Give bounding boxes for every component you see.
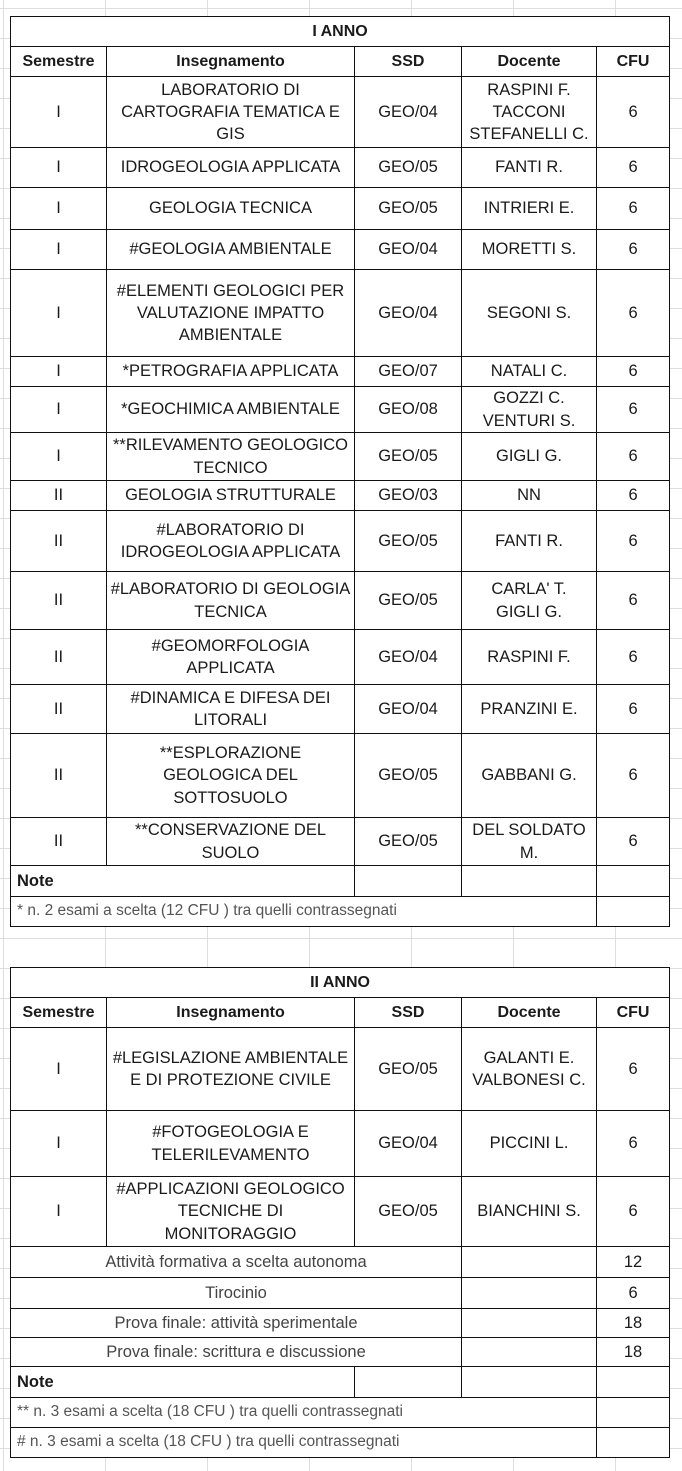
teacher-cell bbox=[462, 1028, 597, 1111]
course-cell: *GEOCHIMICA AMBIENTALE bbox=[107, 387, 355, 433]
note-row bbox=[11, 1398, 670, 1428]
teacher-name: VENTURI S. bbox=[482, 411, 576, 430]
extra-empty-cell bbox=[462, 1247, 597, 1278]
extra-activity-label: Tirocinio bbox=[11, 1278, 462, 1309]
teacher-cell bbox=[462, 481, 597, 511]
ssd-cell: GEO/05 bbox=[355, 1028, 462, 1111]
notes-header-row bbox=[11, 866, 670, 897]
teacher-name: STEFANELLI C. bbox=[469, 125, 589, 144]
semester-cell: I bbox=[11, 148, 107, 188]
notes-empty-cell bbox=[355, 866, 462, 897]
notes-empty-cell bbox=[355, 1367, 462, 1398]
teacher-cell bbox=[462, 818, 597, 866]
extra-cfu-cell: 6 bbox=[597, 1278, 670, 1309]
teacher-cell bbox=[462, 734, 597, 818]
teacher-name: TACCONI bbox=[492, 102, 566, 121]
table-row bbox=[11, 1177, 670, 1247]
column-header-cfu: CFU bbox=[597, 47, 670, 77]
semester-cell: II bbox=[11, 685, 107, 734]
table-row bbox=[11, 357, 670, 387]
ssd-cell: GEO/05 bbox=[355, 511, 462, 572]
extra-activity-row bbox=[11, 1278, 670, 1309]
ssd-cell: GEO/08 bbox=[355, 387, 462, 433]
extra-activity-row bbox=[11, 1338, 670, 1367]
table-row bbox=[11, 148, 670, 188]
column-header-cfu: CFU bbox=[597, 998, 670, 1028]
cfu-cell: 6 bbox=[597, 1111, 670, 1177]
teacher-name: BIANCHINI S. bbox=[477, 1202, 581, 1221]
ssd-cell: GEO/03 bbox=[355, 481, 462, 511]
table-row bbox=[11, 818, 670, 866]
cfu-cell: 6 bbox=[597, 230, 670, 270]
teacher-cell bbox=[462, 572, 597, 630]
course-cell: *PETROGRAFIA APPLICATA bbox=[107, 357, 355, 387]
cfu-cell: 6 bbox=[597, 685, 670, 734]
teacher-name: RASPINI F. bbox=[487, 647, 571, 666]
teacher-name: PRANZINI E. bbox=[480, 699, 578, 718]
semester-cell: I bbox=[11, 1028, 107, 1111]
course-cell: #LEGISLAZIONE AMBIENTALE E DI PROTEZIONE CIVILE bbox=[107, 1028, 355, 1111]
teacher-name: GALANTI E. bbox=[483, 1048, 575, 1067]
cfu-cell: 6 bbox=[597, 630, 670, 685]
course-cell: LABORATORIO DI CARTOGRAFIA TEMATICA E GIS bbox=[107, 77, 355, 148]
teacher-cell bbox=[462, 433, 597, 481]
note-text: * n. 2 esami a scelta (12 CFU ) tra quelli contrassegnati bbox=[11, 897, 597, 927]
teacher-name: INTRIERI E. bbox=[483, 199, 575, 218]
semester-cell: II bbox=[11, 481, 107, 511]
table-row bbox=[11, 77, 670, 148]
cfu-cell: 6 bbox=[597, 148, 670, 188]
semester-cell: I bbox=[11, 357, 107, 387]
course-cell: **CONSERVAZIONE DEL SUOLO bbox=[107, 818, 355, 866]
teacher-name: NATALI C. bbox=[490, 362, 568, 381]
teacher-cell bbox=[462, 387, 597, 433]
teacher-cell bbox=[462, 685, 597, 734]
cfu-cell: 6 bbox=[597, 188, 670, 230]
teacher-cell bbox=[462, 1177, 597, 1247]
teacher-cell bbox=[462, 230, 597, 270]
notes-label: Note bbox=[11, 1367, 355, 1398]
teacher-cell bbox=[462, 188, 597, 230]
extra-empty-cell bbox=[462, 1338, 597, 1367]
notes-empty-cell bbox=[462, 866, 597, 897]
notes-header-row bbox=[11, 1367, 670, 1398]
cfu-cell: 6 bbox=[597, 481, 670, 511]
ssd-cell: GEO/04 bbox=[355, 685, 462, 734]
ssd-cell: GEO/05 bbox=[355, 188, 462, 230]
teacher-name: PICCINI L. bbox=[489, 1134, 569, 1153]
teacher-name: DEL SOLDATO M. bbox=[472, 821, 586, 862]
semester-cell: I bbox=[11, 1177, 107, 1247]
extra-activity-label: Prova finale: attività sperimentale bbox=[11, 1309, 462, 1338]
note-empty-cell bbox=[597, 1398, 670, 1428]
semester-cell: II bbox=[11, 818, 107, 866]
semester-cell: I bbox=[11, 230, 107, 270]
teacher-name: GABBANI G. bbox=[481, 766, 577, 785]
column-header-semester: Semestre bbox=[11, 998, 107, 1028]
cfu-cell: 6 bbox=[597, 387, 670, 433]
ssd-cell: GEO/05 bbox=[355, 734, 462, 818]
column-header-ssd: SSD bbox=[355, 47, 462, 77]
year-title-row bbox=[11, 17, 670, 47]
column-header-ssd: SSD bbox=[355, 998, 462, 1028]
table-row bbox=[11, 511, 670, 572]
course-cell: **RILEVAMENTO GEOLOGICO TECNICO bbox=[107, 433, 355, 481]
course-cell: #FOTOGEOLOGIA E TELERILEVAMENTO bbox=[107, 1111, 355, 1177]
teacher-cell bbox=[462, 148, 597, 188]
semester-cell: I bbox=[11, 387, 107, 433]
course-cell: GEOLOGIA STRUTTURALE bbox=[107, 481, 355, 511]
second-year-table bbox=[10, 967, 670, 1458]
ssd-cell: GEO/05 bbox=[355, 433, 462, 481]
ssd-cell: GEO/05 bbox=[355, 572, 462, 630]
extra-cfu-cell: 18 bbox=[597, 1338, 670, 1367]
cfu-cell: 6 bbox=[597, 1177, 670, 1247]
semester-cell: I bbox=[11, 1111, 107, 1177]
table-row bbox=[11, 1028, 670, 1111]
teacher-name: FANTI R. bbox=[495, 531, 563, 550]
teacher-cell bbox=[462, 630, 597, 685]
teacher-name: RASPINI F. bbox=[487, 80, 571, 99]
column-header-course: Insegnamento bbox=[107, 998, 355, 1028]
header-row bbox=[11, 998, 670, 1028]
ssd-cell: GEO/04 bbox=[355, 1111, 462, 1177]
table-row bbox=[11, 685, 670, 734]
teacher-cell bbox=[462, 511, 597, 572]
semester-cell: I bbox=[11, 433, 107, 481]
table-row bbox=[11, 630, 670, 685]
teacher-name: FANTI R. bbox=[495, 158, 563, 177]
note-row bbox=[11, 1428, 670, 1458]
note-empty-cell bbox=[597, 1428, 670, 1458]
teacher-cell bbox=[462, 270, 597, 357]
teacher-cell bbox=[462, 1111, 597, 1177]
ssd-cell: GEO/04 bbox=[355, 230, 462, 270]
first-year-table bbox=[10, 16, 670, 927]
teacher-name: GIGLI G. bbox=[495, 447, 563, 466]
teacher-cell bbox=[462, 77, 597, 148]
course-cell: #ELEMENTI GEOLOGICI PER VALUTAZIONE IMPATTO AMBIENTALE bbox=[107, 270, 355, 357]
ssd-cell: GEO/04 bbox=[355, 77, 462, 148]
note-text: ** n. 3 esami a scelta (18 CFU ) tra quelli contrassegnati bbox=[11, 1398, 597, 1428]
extra-cfu-cell: 12 bbox=[597, 1247, 670, 1278]
extra-activity-row bbox=[11, 1247, 670, 1278]
note-empty-cell bbox=[597, 897, 670, 927]
course-cell: #DINAMICA E DIFESA DEI LITORALI bbox=[107, 685, 355, 734]
ssd-cell: GEO/05 bbox=[355, 1177, 462, 1247]
ssd-cell: GEO/04 bbox=[355, 630, 462, 685]
cfu-cell: 6 bbox=[597, 357, 670, 387]
notes-label: Note bbox=[11, 866, 355, 897]
column-header-course: Insegnamento bbox=[107, 47, 355, 77]
cfu-cell: 6 bbox=[597, 818, 670, 866]
semester-cell: I bbox=[11, 188, 107, 230]
table-row bbox=[11, 1111, 670, 1177]
notes-empty-cell bbox=[597, 866, 670, 897]
notes-empty-cell bbox=[597, 1367, 670, 1398]
semester-cell: II bbox=[11, 630, 107, 685]
extra-empty-cell bbox=[462, 1278, 597, 1309]
header-row bbox=[11, 47, 670, 77]
ssd-cell: GEO/05 bbox=[355, 818, 462, 866]
semester-cell: I bbox=[11, 77, 107, 148]
course-cell: #LABORATORIO DI IDROGEOLOGIA APPLICATA bbox=[107, 511, 355, 572]
semester-cell: II bbox=[11, 572, 107, 630]
note-text: # n. 3 esami a scelta (18 CFU ) tra quelli contrassegnati bbox=[11, 1428, 597, 1458]
cfu-cell: 6 bbox=[597, 1028, 670, 1111]
course-cell: **ESPLORAZIONE GEOLOGICA DEL SOTTOSUOLO bbox=[107, 734, 355, 818]
column-header-teacher: Docente bbox=[462, 47, 597, 77]
teacher-name: GOZZI C. bbox=[493, 389, 565, 408]
year-title: II ANNO bbox=[11, 968, 670, 998]
course-cell: #APPLICAZIONI GEOLOGICO TECNICHE DI MONITORAGGIO bbox=[107, 1177, 355, 1247]
table-row bbox=[11, 188, 670, 230]
table-row bbox=[11, 734, 670, 818]
teacher-name: VALBONESI C. bbox=[472, 1071, 586, 1089]
cfu-cell: 6 bbox=[597, 511, 670, 572]
extra-activity-label: Attività formativa a scelta autonoma bbox=[11, 1247, 462, 1278]
course-cell: #GEOLOGIA AMBIENTALE bbox=[107, 230, 355, 270]
table-row bbox=[11, 387, 670, 433]
column-header-teacher: Docente bbox=[462, 998, 597, 1028]
cfu-cell: 6 bbox=[597, 433, 670, 481]
table-row bbox=[11, 230, 670, 270]
column-header-semester: Semestre bbox=[11, 47, 107, 77]
notes-empty-cell bbox=[462, 1367, 597, 1398]
teacher-name: SEGONI S. bbox=[486, 303, 572, 322]
course-cell: #LABORATORIO DI GEOLOGIA TECNICA bbox=[107, 572, 355, 630]
teacher-name: CARLA' T. bbox=[491, 580, 567, 599]
table-row bbox=[11, 270, 670, 357]
teacher-cell bbox=[462, 357, 597, 387]
cfu-cell: 6 bbox=[597, 270, 670, 357]
teacher-name: MORETTI S. bbox=[481, 240, 577, 259]
table-row bbox=[11, 433, 670, 481]
extra-cfu-cell: 18 bbox=[597, 1309, 670, 1338]
note-row bbox=[11, 897, 670, 927]
table-row bbox=[11, 572, 670, 630]
year-title-row bbox=[11, 968, 670, 998]
ssd-cell: GEO/05 bbox=[355, 148, 462, 188]
semester-cell: II bbox=[11, 511, 107, 572]
cfu-cell: 6 bbox=[597, 572, 670, 630]
teacher-name: GIGLI G. bbox=[495, 602, 563, 621]
course-cell: #GEOMORFOLOGIA APPLICATA bbox=[107, 630, 355, 685]
year-title: I ANNO bbox=[11, 17, 670, 47]
semester-cell: II bbox=[11, 734, 107, 818]
extra-empty-cell bbox=[462, 1309, 597, 1338]
ssd-cell: GEO/04 bbox=[355, 270, 462, 357]
cfu-cell: 6 bbox=[597, 77, 670, 148]
table-row bbox=[11, 481, 670, 511]
teacher-name: NN bbox=[517, 486, 541, 505]
semester-cell: I bbox=[11, 270, 107, 357]
course-cell: IDROGEOLOGIA APPLICATA bbox=[107, 148, 355, 188]
cfu-cell: 6 bbox=[597, 734, 670, 818]
ssd-cell: GEO/07 bbox=[355, 357, 462, 387]
extra-activity-row bbox=[11, 1309, 670, 1338]
extra-activity-label: Prova finale: scrittura e discussione bbox=[11, 1338, 462, 1367]
course-cell: GEOLOGIA TECNICA bbox=[107, 188, 355, 230]
